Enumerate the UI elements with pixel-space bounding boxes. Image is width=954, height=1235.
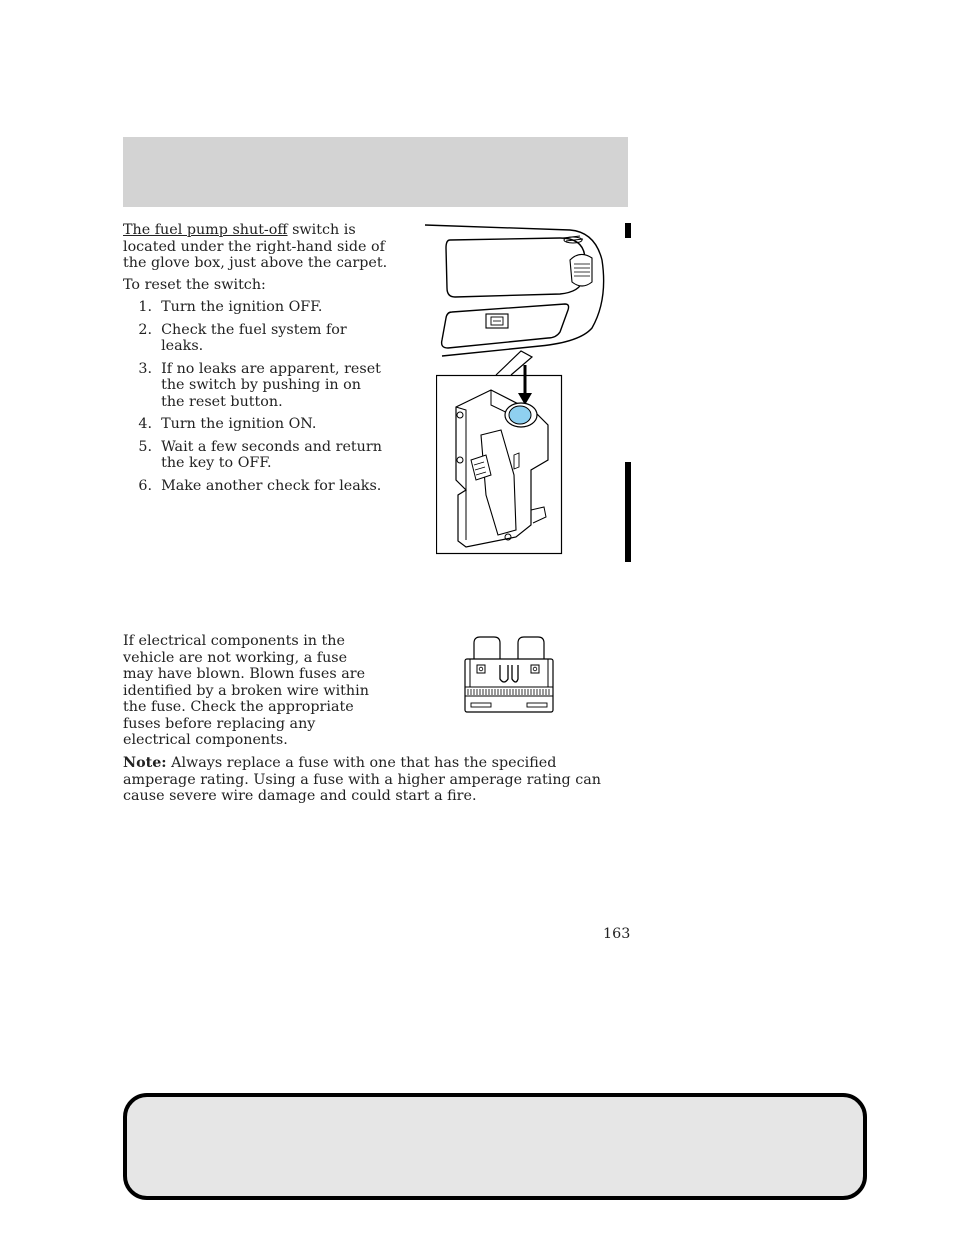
- list-item: 5. Wait a few seconds and return the key to OFF.: [138, 438, 382, 471]
- note-text: Always replace a fuse with one that has the specified amperage rating. Using a fuse with a higher amperage rating can cause severe wire damage and could start a fire.: [123, 755, 601, 804]
- reset-steps-list: [123, 299, 388, 494]
- note-paragraph: [123, 755, 633, 805]
- fuse-illustration: [462, 635, 557, 715]
- page-number: 163: [603, 926, 631, 942]
- edge-tab-marker-middle: [625, 462, 631, 562]
- reset-button-icon: [509, 406, 531, 424]
- reset-intro: To reset the switch:: [123, 276, 266, 293]
- list-item: 2. Check the fuel system for leaks.: [138, 321, 347, 354]
- list-item: 1. Turn the ignition OFF.: [138, 299, 323, 315]
- list-item: 4. Turn the ignition ON.: [138, 416, 317, 432]
- fuel-pump-section: [123, 222, 388, 500]
- fuel-pump-link[interactable]: The fuel pump shut-off: [123, 222, 288, 238]
- list-item: 6. Make another check for leaks.: [138, 477, 382, 494]
- note-label: Note:: [123, 755, 167, 771]
- fuse-paragraph: If electrical components in the vehicle are not working, a fuse may have blown. Blown fuses are identified by a broken wire within the fuse. Check the appropriate fuses before replacing any electrical components.: [123, 633, 369, 748]
- list-item: 3. If no leaks are apparent, reset the switch by pushing in on the reset button.: [138, 360, 381, 410]
- edge-tab-marker-top: [625, 223, 631, 238]
- glove-box-illustration: [420, 220, 610, 360]
- footer-box: [123, 1093, 867, 1200]
- fuel-pump-intro: The fuel pump shut-off switch is located under the right-hand side of the glove box, just above the carpet.: [123, 222, 388, 271]
- section-header-band: [123, 137, 628, 207]
- inertia-switch-illustration: [436, 365, 563, 555]
